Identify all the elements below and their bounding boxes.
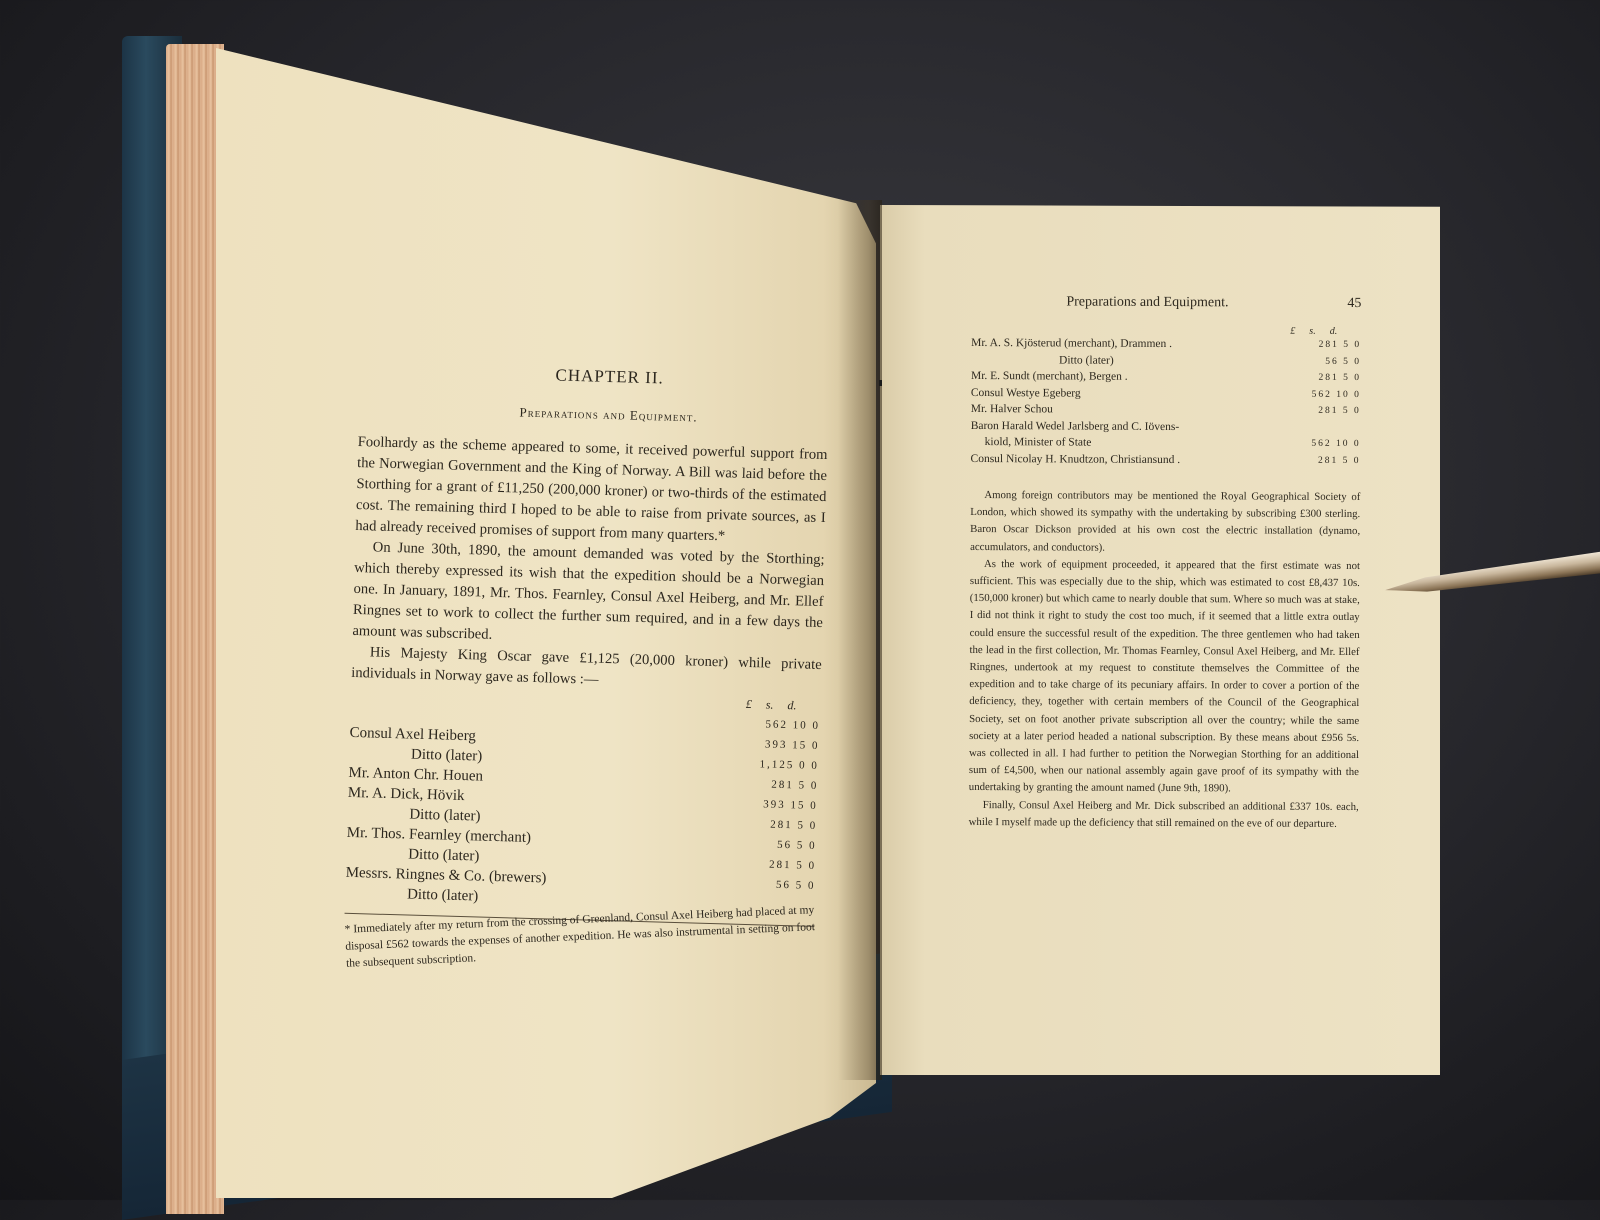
subscriber-name: Mr. E. Sundt (merchant), Bergen . [970,369,1128,383]
pence-label: d. [1329,325,1338,337]
subscriber-name: Ditto (later) [410,746,483,765]
subscriber-name: Mr. Thos. Fearnley (merchant) [346,824,532,846]
pence-label: d. [787,698,797,713]
subscription-row [971,417,1361,436]
subscriber-name: Messrs. Ringnes & Co. (brewers) [345,864,547,887]
subscription-amount: 281 5 0 [1318,339,1362,351]
running-head [971,294,1361,312]
chapter-subtitle: Preparations and Equipment. [519,404,698,425]
subscription-amount: 281 5 0 [768,858,817,872]
paragraph: As the work of equipment proceeded, it appeared that the first estimate was not sufficient. This was especially due to the ship, which was estimated to cost £8,437 10s. (150,000 kroner) but which came to nearly double that sum. Where so much was at stake, I did not think it right to study the cost too much, if it seemed that a little extra outlay could ensure the successful result of the expedition. The three gentlemen who had taken the lead in the first collection, Mr. Thomas Fearnley, Consul Axel Heiberg, and Mr. Ellef Ringnes, undertook at my request to constitute themselves the Committee of the expedition and to take charge of its pecuniary affairs. In order to cover a portion of the deficiency, they, together with certain members of the Council of the Geographical Society, set on foot another private subscription all over the country; while the same society at a later period headed a national subscription. By these means about £956 5s. was collected in all. I had further to petition the Norwegian Storthing for an additional sum of £4,500, when our national assembly again gave proof of its sympathy with the undertaking by granting the amount named (June 9th, 1890). [968,557,1361,795]
subscription-amount: 281 5 0 [1318,405,1361,417]
subscription-amount: 281 5 0 [1318,372,1362,384]
subscription-list [345,703,820,916]
subscriber-name: kiold, Minister of State [984,436,1092,449]
subscriber-name: Consul Nicolay H. Knudtzon, Christiansund . [970,452,1181,466]
subscriber-name: Ditto (later) [406,886,479,905]
chapter-title: CHAPTER II. [555,365,665,388]
shillings-label: s. [1309,325,1316,337]
subscription-amount: 56 5 0 [1325,356,1362,367]
subscriber-name: Baron Harald Wedel Jarlsberg and C. Iövens- [970,419,1180,433]
subscriber-name: Ditto (later) [1059,353,1114,367]
subscriber-name: Mr. A. S. Kjösterud (merchant), Drammen . [971,336,1173,351]
gutter-shadow [838,200,882,1080]
subscription-row [971,434,1361,453]
subscription-row [971,368,1361,387]
page-edges [166,44,224,1214]
paragraph: Finally, Consul Axel Heiberg and Mr. Dick subscribed an additional £337 10s. each, while I myself made up the deficiency that still remained on the eve of our departure. [968,798,1359,830]
pounds-label: £ [745,696,753,712]
subscription-list [971,335,1362,469]
footnote: * Immediately after my return from the crossing of Greenland, Consul Axel Heiberg had placed at my disposal £562 towards the expenses of another expedition. He was also instrumental in setting on foot the subsequent subscription. [344,904,816,970]
left-page-text [343,360,830,986]
paragraph: His Majesty King Oscar gave £1,125 (20,000 kroner) while private individuals in Norway gave as follows :— [351,644,822,688]
subscriber-name: Ditto (later) [409,806,481,825]
subscription-amount: 562 10 0 [765,718,821,732]
subscriber-name: Mr. Halver Schou [970,402,1053,416]
paragraph: Foolhardy as the scheme appeared to some, it received powerful support from the Norwegian Government and the King of Norway. A Bill was laid before the Storthing for a grant of £11,250 (200,000 kroner) or two-thirds of the estimated cost. The remaining third I hoped to be able to raise from private sources, as I had already received promises of support from many quarters.* [355,433,828,545]
shillings-label: s. [765,697,774,712]
subscription-amount [1287,419,1361,436]
subscription-row [971,401,1361,420]
subscription-amount: 393 15 0 [764,738,820,752]
subscriber-name: Consul Westye Egeberg [970,386,1081,400]
paragraph: Among foreign contributors may be mentioned the Royal Geographical Society of London, which showed its sympathy with the undertaking by subscribing £300 sterling. Baron Oscar Dickson provided at his own cost the electric installation (dynamo, accumulators, and conductors). [970,489,1361,554]
page-number: 45 [1347,295,1362,312]
subscription-row [971,450,1361,469]
subscription-amount: 393 15 0 [763,798,818,812]
subscriber-name: Mr. Anton Chr. Houen [348,764,484,785]
subscription-row [971,384,1361,403]
running-head-title: Preparations and Equipment. [1066,294,1229,311]
subscription-amount: 562 10 0 [1311,389,1361,400]
subscription-amount: 281 5 0 [770,818,818,832]
pounds-label: £ [1290,325,1296,337]
subscription-amount: 281 5 0 [771,778,819,792]
subscription-amount: 1,125 0 0 [759,758,820,772]
subscription-amount: 281 5 0 [1318,455,1361,466]
page-marker [879,380,882,386]
paragraph: On June 30th, 1890, the amount demanded was voted by the Storthing; which thereby expressed its wish that the expedition should be a Norwegian one. In January, 1891, Mr. Thos. Fearnley, Consul Axel Heiberg, and Mr. Ellef Ringnes set to work to collect the further sum required, and in a few days the amount was subscribed. [352,539,825,643]
subscriber-name: Mr. A. Dick, Hövik [347,784,465,805]
subscription-amount: 56 5 0 [775,878,816,892]
subscription-amount: 562 10 0 [1311,438,1361,450]
subscription-row [971,335,1361,354]
subscription-amount: 56 5 0 [776,838,817,852]
right-page-text [969,294,1362,833]
subscriber-name: Ditto (later) [407,846,480,865]
subscription-row [971,351,1361,370]
subscriber-name: Consul Axel Heiberg [349,724,477,745]
